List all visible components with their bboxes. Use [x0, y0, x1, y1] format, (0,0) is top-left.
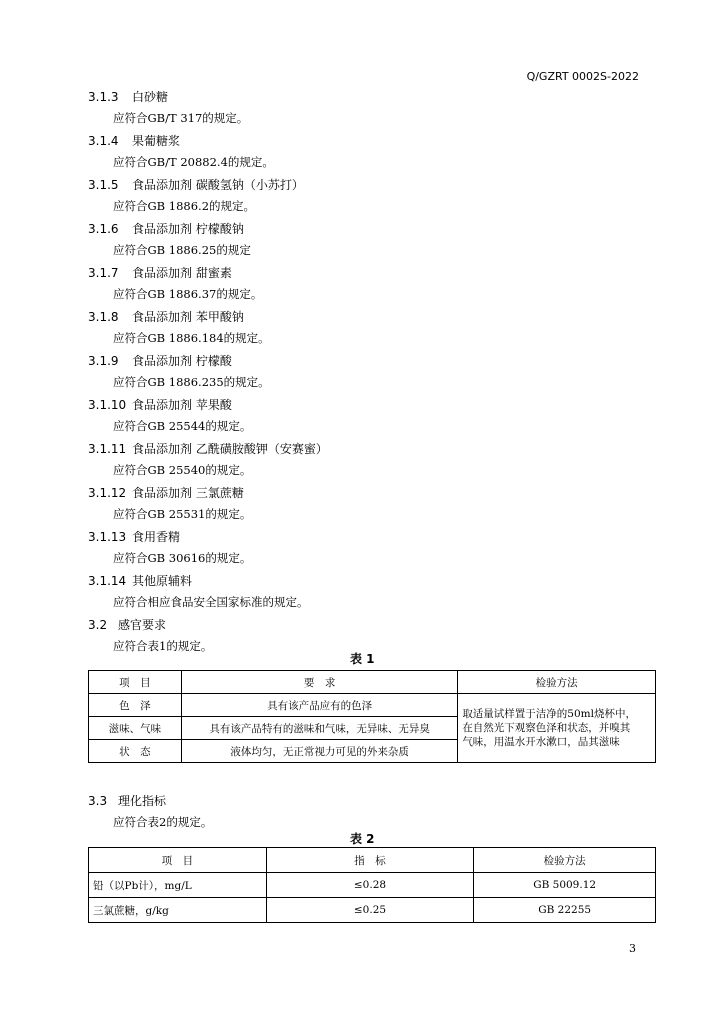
table-header-cell: 指 标	[266, 848, 474, 873]
section-heading	[88, 308, 244, 325]
section-text: 应符合GB 30616的规定。	[113, 551, 252, 565]
section-number: 3.1.9	[88, 354, 119, 368]
table-header-row	[89, 848, 656, 873]
section-title: 食品添加剂 苹果酸	[132, 398, 232, 412]
table-header-row	[89, 671, 656, 694]
section-number: 3.1.10	[88, 398, 127, 412]
section-heading	[88, 528, 180, 545]
section-heading	[88, 176, 304, 193]
section-text: 应符合GB 1886.235的规定。	[113, 375, 270, 389]
physchem-table	[88, 847, 656, 923]
section-title: 其他原辅料	[132, 574, 193, 588]
method-line: 气味，用温水开水漱口，品其滋味	[462, 736, 620, 748]
section-text: 应符合相应食品安全国家标准的规定。	[113, 595, 309, 609]
section-text: 应符合GB 25531的规定。	[113, 507, 252, 521]
section-heading	[88, 220, 244, 237]
section-title: 食品添加剂 甜蜜素	[132, 266, 232, 280]
section-number: 3.1.11	[88, 442, 127, 456]
table-header-cell: 要 求	[181, 671, 457, 694]
section-heading	[88, 264, 232, 281]
section-text: 应符合GB 1886.184的规定。	[113, 331, 270, 345]
section-text: 应符合表2的规定。	[113, 815, 213, 829]
section-number: 3.1.5	[88, 178, 119, 192]
section-number: 3.1.13	[88, 530, 127, 544]
section-number: 3.2	[88, 618, 108, 632]
section-text: 应符合GB 1886.2的规定。	[113, 199, 256, 213]
table2-title: 表 2	[350, 832, 375, 846]
table-header-cell: 项 目	[89, 671, 182, 694]
section-title: 感官要求	[118, 618, 167, 632]
section-number: 3.1.8	[88, 310, 119, 324]
section-title: 白砂糖	[132, 90, 169, 104]
table-cell: 状 态	[89, 740, 182, 763]
section-heading	[88, 484, 244, 501]
section-heading	[88, 88, 168, 105]
page-number: 3	[629, 942, 636, 955]
section-title: 食品添加剂 乙酰磺胺酸钾（安赛蜜）	[132, 442, 328, 456]
section-heading	[88, 352, 232, 369]
table-cell: 具有该产品应有的色泽	[181, 694, 457, 717]
table-row	[89, 898, 656, 923]
table-cell: ≤0.28	[266, 873, 474, 898]
section-heading	[88, 440, 328, 457]
document-id: Q/GZRT 0002S-2022	[526, 70, 639, 83]
section-number: 3.1.12	[88, 486, 127, 500]
section-number: 3.3	[88, 794, 108, 808]
section-number: 3.1.14	[88, 574, 127, 588]
table-cell: 色 泽	[89, 694, 182, 717]
sensory-table	[88, 670, 656, 763]
table-cell: GB 22255	[474, 898, 656, 923]
section-text: 应符合GB/T 20882.4的规定。	[113, 155, 274, 169]
table-row	[89, 873, 656, 898]
section-text: 应符合GB 1886.25的规定	[113, 243, 251, 257]
table1-title: 表 1	[350, 652, 375, 666]
section-title: 食用香精	[132, 530, 181, 544]
section-text: 应符合GB/T 317的规定。	[113, 111, 249, 125]
section-number: 3.1.7	[88, 266, 119, 280]
table-cell: 液体均匀，无正常视力可见的外来杂质	[181, 740, 457, 763]
table-header-cell: 检验方法	[458, 671, 656, 694]
section-number: 3.1.4	[88, 134, 119, 148]
table-header-cell: 项 目	[89, 848, 267, 873]
table-row	[89, 694, 656, 717]
section-heading	[88, 616, 166, 633]
table-header-cell: 检验方法	[474, 848, 656, 873]
method-line: 在自然光下观察色泽和状态，并嗅其	[462, 722, 631, 734]
section-text: 应符合表1的规定。	[113, 639, 213, 653]
section-heading	[88, 132, 180, 149]
section-title: 果葡糖浆	[132, 134, 181, 148]
method-line: 取适量试样置于洁净的50ml烧杯中，	[462, 708, 636, 720]
section-heading	[88, 396, 232, 413]
section-number: 3.1.6	[88, 222, 119, 236]
section-text: 应符合GB 25540的规定。	[113, 463, 252, 477]
section-title: 理化指标	[118, 794, 167, 808]
table-cell: 滋味、气味	[89, 717, 182, 740]
table-cell: ≤0.25	[266, 898, 474, 923]
section-text: 应符合GB 25544的规定。	[113, 419, 252, 433]
table-cell: 三氯蔗糖，g/kg	[89, 898, 267, 923]
table-cell: 铅（以Pb计），mg/L	[89, 873, 267, 898]
section-heading	[88, 572, 192, 589]
section-title: 食品添加剂 柠檬酸钠	[132, 222, 244, 236]
section-heading	[88, 792, 166, 809]
section-title: 食品添加剂 柠檬酸	[132, 354, 232, 368]
table-cell: GB 5009.12	[474, 873, 656, 898]
section-title: 食品添加剂 苯甲酸钠	[132, 310, 244, 324]
test-method-cell	[458, 694, 656, 763]
section-title: 食品添加剂 碳酸氢钠（小苏打）	[132, 178, 304, 192]
section-number: 3.1.3	[88, 90, 119, 104]
table-cell: 具有该产品特有的滋味和气味，无异味、无异臭	[181, 717, 457, 740]
section-title: 食品添加剂 三氯蔗糖	[132, 486, 244, 500]
section-text: 应符合GB 1886.37的规定。	[113, 287, 263, 301]
